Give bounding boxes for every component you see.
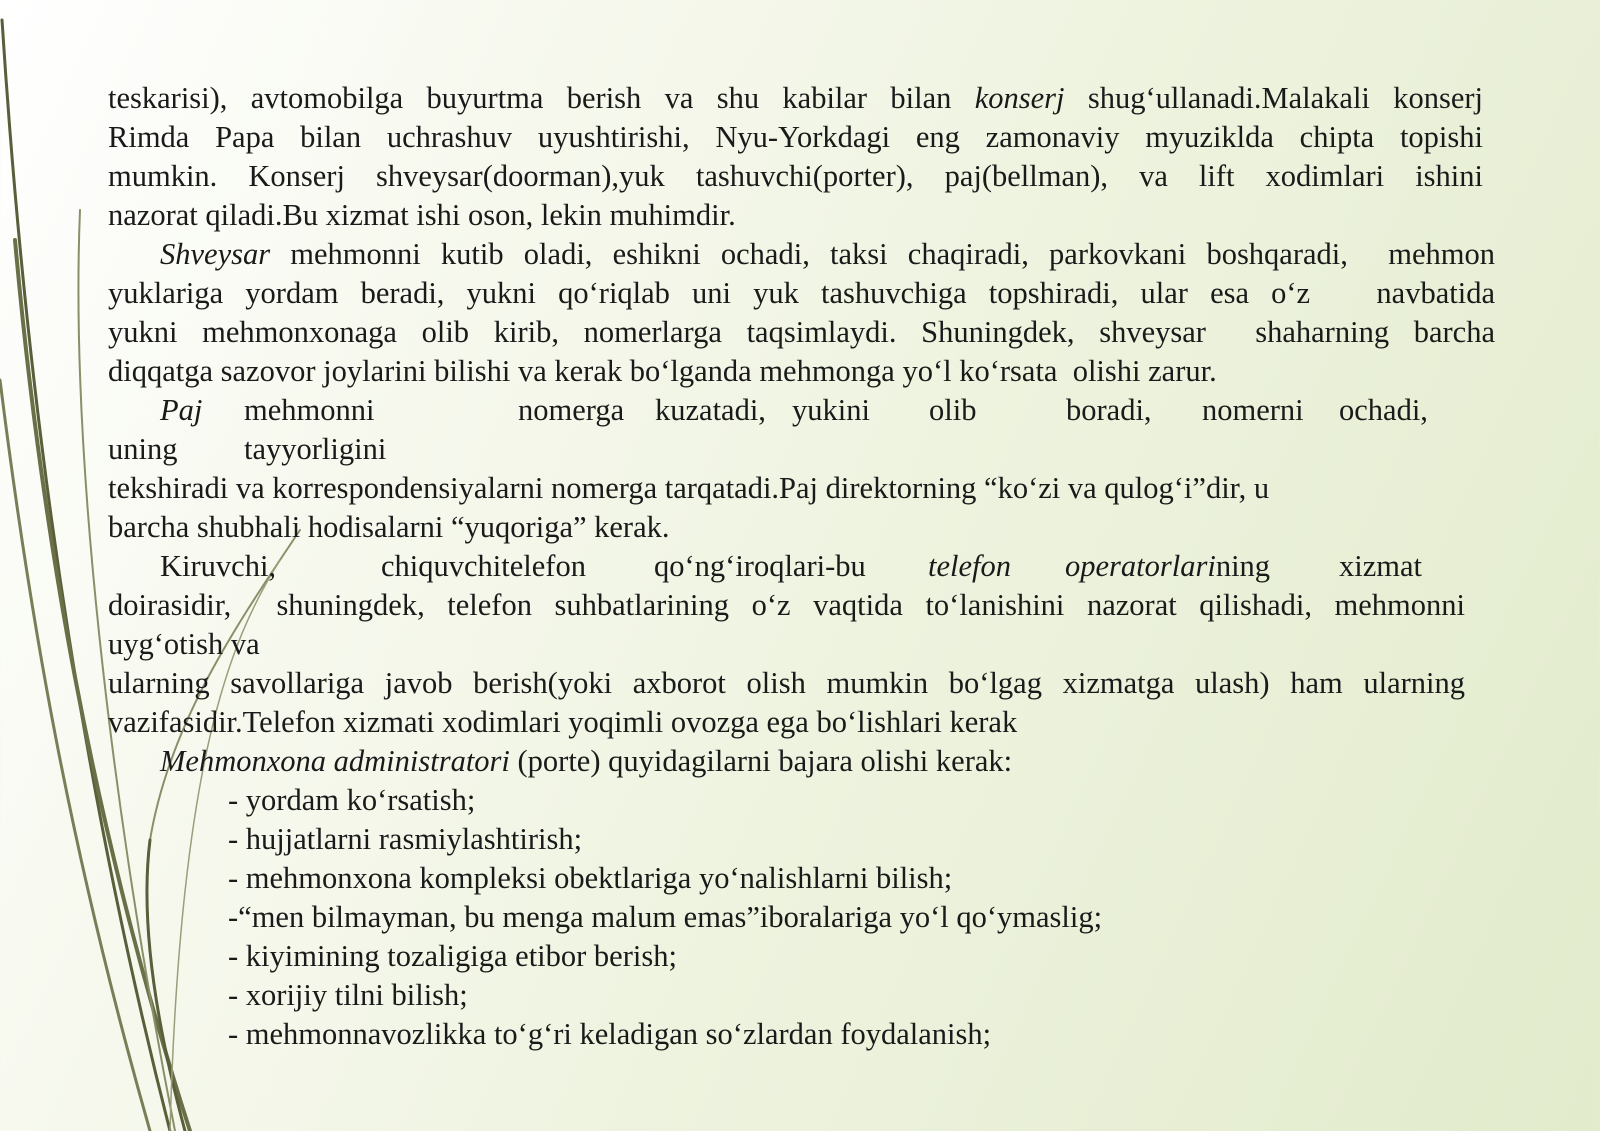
list-item: - yordam ko‘rsatish;: [228, 783, 476, 817]
text-segment: (porte) quyidagilarni bajara olishi kerak:: [509, 744, 1013, 778]
word: Kiruvchi,: [160, 549, 277, 583]
p2-line-3: yukni mehmonxonaga olib kirib, nomerlarga taqsimlaydi. Shuningdek, shveysar shaharning barcha: [108, 315, 1495, 349]
p4-line-1: [0, 547, 1600, 586]
p4-line-3: uyg‘otish va: [108, 627, 260, 661]
italic-term: Paj: [160, 393, 203, 427]
word: chiquvchitelefon: [381, 549, 586, 583]
p1-line-1: [108, 79, 1483, 118]
word: ochadi,: [1339, 393, 1428, 427]
list-item: - xorijiy tilni bilish;: [228, 978, 468, 1012]
italic-term: operatorlari: [1065, 549, 1216, 583]
italic-term: Mehmonxona administratori: [160, 744, 510, 778]
p4-line-2: doirasidir, shuningdek, telefon suhbatlarining o‘z vaqtida to‘lanishini nazorat qilishadi, mehmonni: [108, 588, 1465, 622]
p1-line-2: Rimda Papa bilan uchrashuv uyushtirishi, Nyu-Yorkdagi eng zamonaviy myuziklda chipta topishi: [108, 120, 1483, 154]
list-item: - mehmonxona kompleksi obektlariga yo‘nalishlarni bilish;: [228, 861, 953, 895]
italic-term: telefon: [928, 549, 1011, 583]
p4-line-5: vazifasidir.Telefon xizmati xodimlari yoqimli ovozga ega bo‘lishlari kerak: [108, 705, 1018, 739]
p1-line-3: mumkin. Konserj shveysar(doorman),yuk tashuvchi(porter), paj(bellman), va lift xodimlari ishini: [108, 159, 1483, 193]
list-item: -“men bilmayman, bu menga malum emas”iboralariga yo‘l qo‘ymaslig;: [228, 900, 1103, 934]
p3-line-4: barcha shubhali hodisalarni “yuqoriga” kerak.: [108, 510, 670, 544]
word: nomerni: [1202, 393, 1304, 427]
word: boradi,: [1066, 393, 1152, 427]
italic-term: konserj: [974, 81, 1065, 115]
word: yukini: [792, 393, 870, 427]
p3-line-3: tekshiradi va korrespondensiyalarni nomerga tarqatadi.Paj direktorning “ko‘zi va qulog‘i”dir, u: [108, 471, 1270, 505]
word: kuzatadi,: [655, 393, 766, 427]
word: nomerga: [518, 393, 625, 427]
text-segment: mehmonni kutib oladi, eshikni ochadi, taksi chaqiradi, parkovkani boshqaradi, mehmon: [270, 237, 1495, 271]
list-item: - kiyimining tozaligiga etibor berish;: [228, 939, 677, 973]
p2-line-2: yuklariga yordam beradi, yukni qo‘riqlab uni yuk tashuvchiga topshiradi, ular esa o‘z navbatida: [108, 276, 1495, 310]
word: tayyorligini: [244, 432, 387, 466]
text-segment: shug‘ullanadi.Malakali konserj: [1064, 81, 1483, 115]
text-segment: ning: [1215, 549, 1271, 583]
list-item: - mehmonnavozlikka to‘g‘ri keladigan so‘zlardan foydalanish;: [228, 1017, 992, 1051]
p5-line-1: [160, 742, 1600, 781]
word: olib: [929, 393, 977, 427]
p2-line-1: [160, 235, 1495, 274]
word: uning: [108, 432, 178, 466]
p1-line-4: nazorat qiladi.Bu xizmat ishi oson, lekin muhimdir.: [108, 198, 736, 232]
p3-line-2: [0, 430, 1600, 469]
italic-term: Shveysar: [160, 237, 271, 271]
p4-line-4: ularning savollariga javob berish(yoki axborot olish mumkin bo‘lgag xizmatga ulash) ham ularning: [108, 666, 1465, 700]
p2-line-4: diqqatga sazovor joylarini bilishi va kerak bo‘lganda mehmonga yo‘l ko‘rsata olishi zarur.: [108, 354, 1217, 388]
word: xizmat: [1339, 549, 1422, 583]
word: qo‘ng‘iroqlari-bu: [654, 549, 866, 583]
text-segment: teskarisi), avtomobilga buyurtma berish va shu kabilar bilan: [108, 81, 975, 115]
p3-line-1: [0, 391, 1600, 430]
list-item: - hujjatlarni rasmiylashtirish;: [228, 822, 583, 856]
word: mehmonni: [244, 393, 375, 427]
